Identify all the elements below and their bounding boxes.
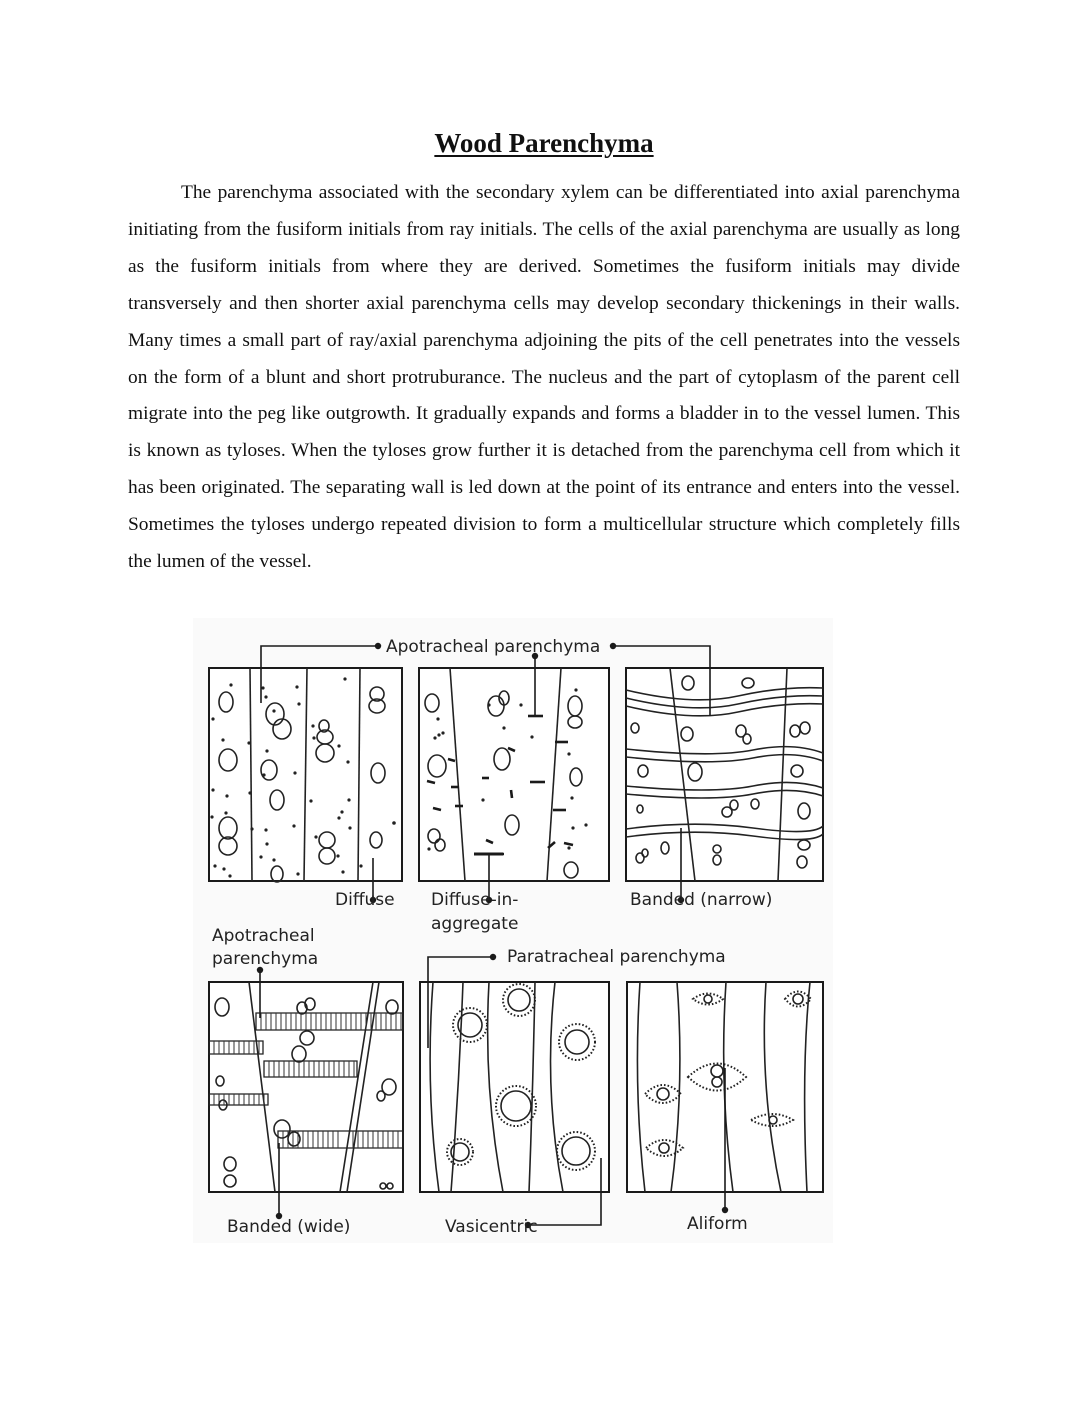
panel-banded-wide xyxy=(209,970,403,1216)
label-banded-wide: Banded (wide) xyxy=(227,1217,351,1237)
parenchyma-diagram xyxy=(193,618,833,1243)
label-aliform: Aliform xyxy=(687,1214,748,1234)
label-diffuse-in-aggregate-2: aggregate xyxy=(431,914,519,934)
label-apotracheal-parenchyma-top: Apotracheal parenchyma xyxy=(386,637,601,657)
page-title: Wood Parenchyma xyxy=(434,128,654,158)
label-apotracheal-left-2: parenchyma xyxy=(212,949,319,969)
label-diffuse: Diffuse xyxy=(335,890,395,910)
panel-aliform xyxy=(627,982,823,1210)
label-apotracheal-left-1: Apotracheal xyxy=(212,926,315,946)
label-diffuse-in-aggregate-1: Diffuse-in- xyxy=(431,890,519,910)
panel-banded-narrow xyxy=(613,646,823,900)
label-banded-narrow: Banded (narrow) xyxy=(630,890,773,910)
parenchyma-types-figure xyxy=(193,618,833,1243)
panel-vasicentric xyxy=(420,957,609,1225)
label-vasicentric: Vasicentric xyxy=(445,1217,538,1237)
panel-diffuse xyxy=(209,646,402,900)
body-paragraph: The parenchyma associated with the secondary xylem can be differentiated into axial parenchyma initiating from the fusiform initials from ray initials. The cells of the axial parenchyma are usually as long as the fusiform initials from where they are derived. Sometimes the fusiform initials may divide transversely and then shorter axial parenchyma cells may develop secondary thickenings in their walls. Many times a small part of ray/axial parenchyma adjoining the pits of the cell penetrates into the vessels on the form of a blunt and short protruburance. The nucleus and the part of cytoplasm of the parent cell migrate into the peg like outgrowth. It gradually expands and forms a bladder in to the vessel lumen. This is known as tyloses. When the tyloses grow further it is detached from the parenchyma cell from which it has been originated. The separating wall is led down at the point of its entrance and enters into the vessel. Sometimes the tyloses undergo repeated division to form a multicellular structure which completely fills the lumen of the vessel. xyxy=(128,182,960,573)
label-paratracheal-parenchyma: Paratracheal parenchyma xyxy=(507,947,726,967)
panel-diffuse-in-aggregate xyxy=(419,656,609,900)
